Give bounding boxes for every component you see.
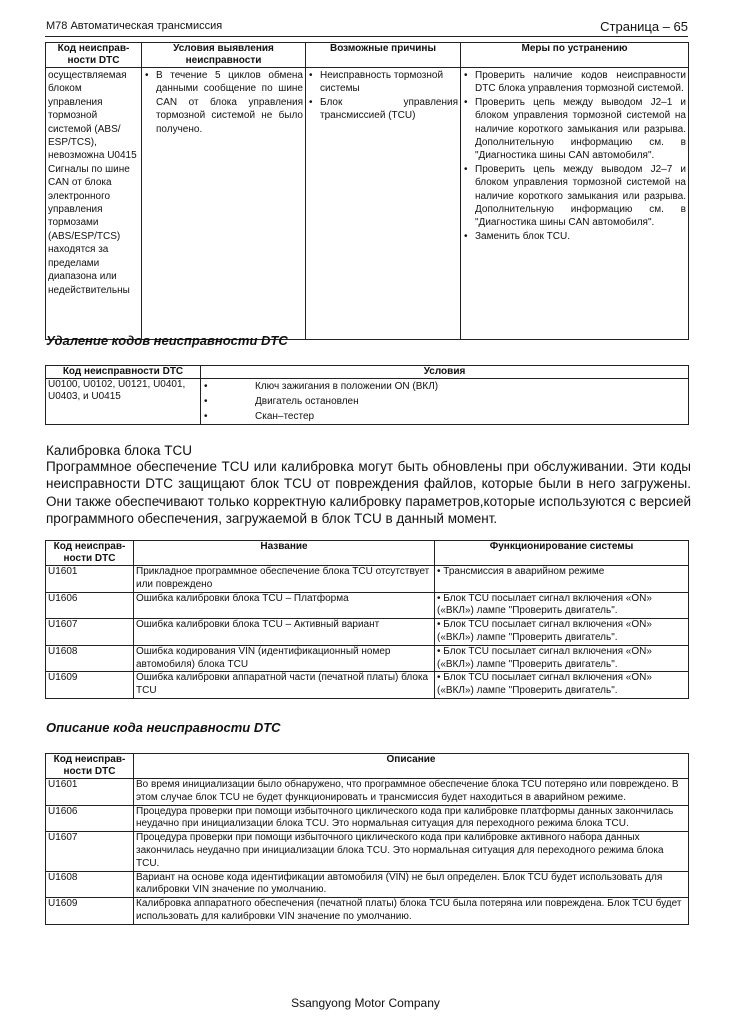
dtc-code-cell: U1608	[46, 871, 134, 898]
table-row	[46, 832, 689, 871]
column-header: Код неисправ- ности DTC	[46, 754, 134, 779]
column-header: Меры по устранению	[461, 43, 689, 68]
table-header-row	[46, 366, 689, 379]
column-header: Условия выявления неисправности	[142, 43, 306, 68]
section-heading-description: Описание кода неисправности DTC	[46, 720, 281, 735]
footer-company: Ssangyong Motor Company	[291, 996, 440, 1010]
column-header: Код неисправ- ности DTC	[46, 541, 134, 566]
dtc-code-cell: U1606	[46, 805, 134, 832]
name-cell: Ошибка кодирования VIN (идентификационный номер автомобиля) блока TCU	[134, 645, 435, 672]
dtc-code-cell: U1601	[46, 779, 134, 806]
description-cell: Процедура проверки при помощи избыточного циклического кода при калибровке платформы данных закончилась неудачно при инициализации блока TCU. Это нормальная ситуация для переходного режима блока TCU.	[134, 805, 689, 832]
dtc-codes-cell: U0100, U0102, U0121, U0401, U0403, и U0415	[46, 379, 201, 425]
remedies-cell	[461, 68, 689, 340]
function-cell: • Трансмиссия в аварийном режиме	[435, 566, 689, 593]
description-cell: Вариант на основе кода идентификации автомобиля (VIN) не был определен. Блок TCU будет использовать для калибровки VIN значение по умолчанию.	[134, 871, 689, 898]
name-cell: Ошибка калибровки блока TCU – Платформа	[134, 592, 435, 619]
name-cell: Ошибка калибровки блока TCU – Активный вариант	[134, 619, 435, 646]
table-row	[46, 619, 689, 646]
section-heading-clear: Удаление кодов неисправности DTC	[46, 333, 288, 348]
dtc-code-cell: U1606	[46, 592, 134, 619]
dtc-code-cell: U1601	[46, 566, 134, 593]
function-cell: • Блок TCU посылает сигнал включения «ON» («ВКЛ») лампе "Проверить двигатель".	[435, 592, 689, 619]
column-header: Возможные причины	[306, 43, 461, 68]
table-row	[46, 566, 689, 593]
description-cell: Калибровка аппаратного обеспечения (печатной платы) блока TCU была потеряна или повреждена. Блок TCU будет использовать для калибровки VIN значение по умолчанию.	[134, 898, 689, 925]
condition-text: Скан–тестер	[255, 411, 315, 422]
column-header: Функционирование системы	[435, 541, 689, 566]
table-header-row	[46, 754, 689, 779]
description-cell: Процедура проверки при помощи избыточного циклического кода при калибровке активного набора данных закончилась неудачно при инициализации блока TCU. Это нормальная ситуация для переходного режима блока TCU.	[134, 832, 689, 871]
calibration-title: Калибровка блока TCU	[46, 443, 193, 458]
list-item: • Проверить цепь между выводом J2–7 и блоком управления тормозной системой на наличие короткого замыкания или разрыва. Дополнительную информацию см. в "Диагностика шины CAN автомобиля".	[463, 163, 686, 230]
list-item: • Блок управления трансмиссией (TCU)	[308, 96, 458, 123]
table-row	[46, 68, 689, 340]
name-cell: Прикладное программное обеспечение блока TCU отсутствует или повреждено	[134, 566, 435, 593]
conditions-cell	[142, 68, 306, 340]
table-header-row	[46, 43, 689, 68]
name-cell: Ошибка калибровки аппаратной части (печатной платы) блока TCU	[134, 672, 435, 699]
condition-text: Двигатель остановлен	[255, 396, 359, 407]
list-item	[203, 379, 686, 394]
column-header: Код неисправности DTC	[46, 366, 201, 379]
dtc-code-cell: U1609	[46, 672, 134, 699]
table-row	[46, 805, 689, 832]
column-header: Описание	[134, 754, 689, 779]
list-item: • В течение 5 циклов обмена данными сообщение по шине CAN от блока управления тормозной системой не было получено.	[144, 69, 303, 136]
table-row	[46, 645, 689, 672]
list-item	[203, 394, 686, 409]
header-divider	[45, 36, 688, 37]
function-cell: • Блок TCU посылает сигнал включения «ON» («ВКЛ») лампе "Проверить двигатель".	[435, 645, 689, 672]
description-cell: Во время инициализации было обнаружено, что программное обеспечение блока TCU потеряно или повреждено. В этом случае блок TCU не будет функционировать и трансмиссия будет находиться в аварийном режиме.	[134, 779, 689, 806]
conditions-cell	[201, 379, 689, 425]
dtc-code-cell: U1609	[46, 898, 134, 925]
dtc-code-cell: осуществляемая блоком управления тормозной системой (ABS/ ESP/TCS), невозможна U0415 Сигналы по шине CAN от блока электронного управления тормозами (ABS/ESP/TCS) находятся за пределами диапазона или недействительны	[46, 68, 142, 340]
dtc-code-cell: U1607	[46, 832, 134, 871]
list-item: • Неисправность тормозной системы	[308, 69, 458, 96]
function-cell: • Блок TCU посылает сигнал включения «ON» («ВКЛ») лампе "Проверить двигатель".	[435, 672, 689, 699]
table-row	[46, 898, 689, 925]
dtc-code-cell: U1607	[46, 619, 134, 646]
table-row	[46, 672, 689, 699]
system-function-table	[45, 540, 689, 699]
table-row	[46, 779, 689, 806]
causes-cell	[306, 68, 461, 340]
table-row	[46, 871, 689, 898]
dtc-code-cell: U1608	[46, 645, 134, 672]
table-header-row	[46, 541, 689, 566]
dtc-description-table	[45, 753, 689, 925]
document-title: M78 Автоматическая трансмиссия	[46, 20, 223, 32]
table-row	[46, 379, 689, 425]
column-header: Название	[134, 541, 435, 566]
list-item: • Проверить наличие кодов неисправности DTC блока управления тормозной системой.	[463, 69, 686, 96]
clear-conditions-table	[45, 365, 689, 425]
list-item	[203, 409, 686, 424]
list-item: • Проверить цепь между выводом J2–1 и блоком управления тормозной системой на наличие короткого замыкания или разрыва. Дополнительную информацию см. в "Диагностика шины CAN автомобиля".	[463, 96, 686, 163]
table-row	[46, 592, 689, 619]
function-cell: • Блок TCU посылает сигнал включения «ON» («ВКЛ») лампе "Проверить двигатель".	[435, 619, 689, 646]
list-item: • Заменить блок TCU.	[463, 230, 686, 243]
dtc-conditions-table	[45, 42, 689, 340]
calibration-text: Программное обеспечение TCU или калибровка могут быть обновлены при обслуживании. Эти коды неисправности DTC защищают блок TCU от повреждения файлов, которые были в него загружены. Они также обеспечивают только корректную калибровку параметров,которые используются с версией программного обеспечения, загружаемой в блок TCU в данный момент.	[46, 459, 691, 526]
condition-text: Ключ зажигания в положении ON (ВКЛ)	[255, 381, 439, 392]
page-number: Страница – 65	[600, 19, 688, 34]
column-header: Код неисправ- ности DTC	[46, 43, 142, 68]
column-header: Условия	[201, 366, 689, 379]
